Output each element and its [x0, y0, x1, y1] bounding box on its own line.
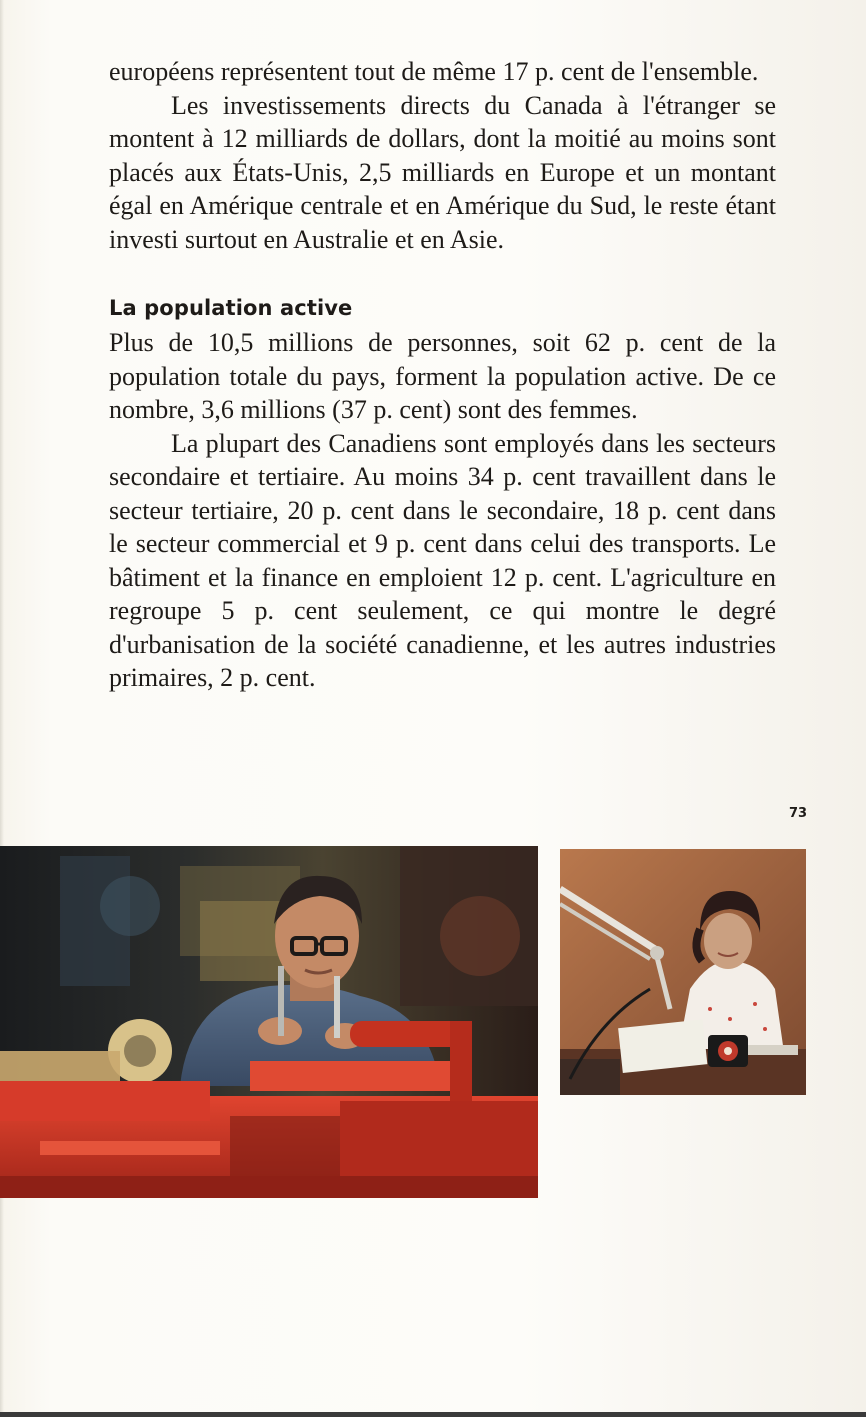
worker-photo-image: [0, 846, 538, 1198]
page-number: 73: [789, 806, 808, 821]
paragraph-labour-force: Plus de 10,5 millions de personnes, soit 62 p. cent de la population totale du pays, forment la population active. De ce nombre, 3,6 millions (37 p. cent) sont des femmes.: [109, 328, 776, 424]
body-text-column: [109, 55, 776, 695]
section-heading: La population active: [109, 296, 353, 320]
scan-bottom-edge: [0, 1412, 866, 1417]
worker-at-machine-photo: [0, 846, 538, 1198]
paragraph-investments: Les investissements directs du Canada à l'étranger se montent à 12 milliards de dollars, dont la moitié au moins sont placés aux États-Unis, 2,5 milliards en Europe et un montant égal en Amérique centrale et en Amérique du Sud, le reste étant investi surtout en Australie et en Asie.: [109, 90, 776, 254]
radio-announcer-photo: [560, 849, 806, 1095]
page-edge-shadow: [0, 0, 4, 1417]
paragraph-employment-sectors: La plupart des Canadiens sont employés dans les secteurs secondaire et tertiaire. Au moins 34 p. cent travaillent dans le secteur tertiaire, 20 p. cent dans le secondaire, 18 p. cent dans le secteur commercial et 9 p. cent dans celui des transports. Le bâtiment et la finance en emploient 12 p. cent. L'agriculture en regroupe 5 p. cent seulement, ce qui montre le degré d'urbanisation de la société canadienne, et les autres industries primaires, 2 p. cent.: [109, 428, 776, 692]
announcer-photo-image: [560, 849, 806, 1095]
paragraph-continued: européens représentent tout de même 17 p. cent de l'ensemble.: [109, 57, 759, 86]
